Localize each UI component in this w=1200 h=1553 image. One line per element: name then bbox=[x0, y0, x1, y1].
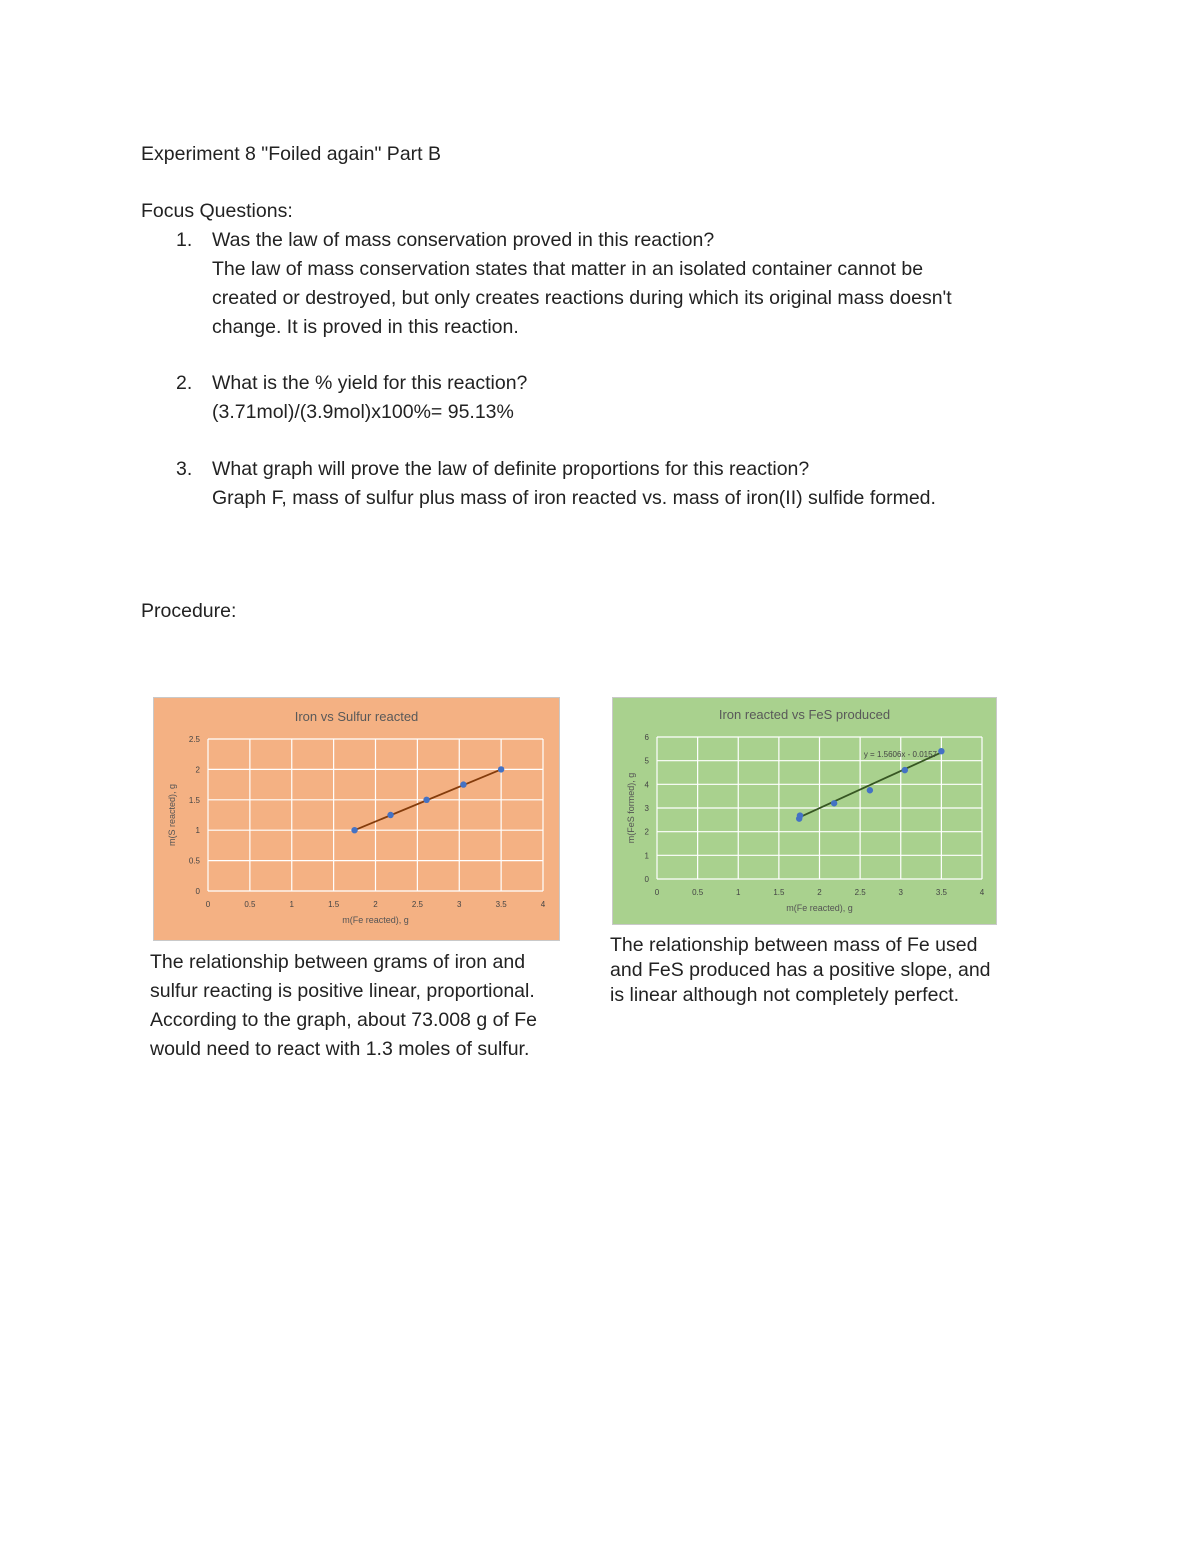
y-tick-label: 1 bbox=[644, 851, 649, 861]
caption-right-line: is linear although not completely perfect. bbox=[610, 984, 960, 1006]
question-number: 1. bbox=[176, 229, 193, 251]
data-point bbox=[902, 767, 908, 773]
data-point bbox=[867, 787, 873, 793]
x-tick-label: 1 bbox=[736, 888, 741, 897]
caption-left-line: would need to react with 1.3 moles of sulfur. bbox=[150, 1038, 530, 1060]
answer-line: The law of mass conservation states that matter in an isolated container cannot be bbox=[212, 258, 924, 280]
y-tick-label: 2 bbox=[195, 765, 200, 775]
data-point bbox=[498, 766, 504, 772]
question-text: Was the law of mass conservation proved in this reaction? bbox=[212, 229, 715, 251]
x-tick-label: 2 bbox=[817, 888, 822, 897]
x-tick-label: 0 bbox=[205, 900, 211, 909]
chart-svg bbox=[153, 697, 560, 941]
chart-iron-vs-fes bbox=[612, 697, 997, 925]
focus-questions-heading: Focus Questions: bbox=[141, 200, 293, 222]
x-tick-label: 1.5 bbox=[773, 888, 785, 897]
x-tick-label: 2.5 bbox=[854, 888, 866, 897]
x-tick-label: 3 bbox=[898, 888, 903, 897]
data-point bbox=[797, 812, 803, 818]
caption-right-line: The relationship between mass of Fe used bbox=[610, 934, 978, 956]
x-tick-label: 1.5 bbox=[328, 900, 340, 909]
y-tick-label: 0 bbox=[195, 887, 200, 896]
procedure-heading: Procedure: bbox=[141, 600, 237, 622]
x-tick-label: 2 bbox=[373, 900, 378, 909]
caption-left-line: According to the graph, about 73.008 g of Fe bbox=[150, 1009, 538, 1031]
data-point bbox=[351, 827, 357, 833]
y-tick-label: 6 bbox=[644, 733, 649, 742]
answer-line: change. It is proved in this reaction. bbox=[212, 316, 519, 338]
answer-line: Graph F, mass of sulfur plus mass of iron reacted vs. mass of iron(II) sulfide formed. bbox=[212, 487, 936, 509]
question-text: What graph will prove the law of definite proportions for this reaction? bbox=[212, 458, 810, 480]
y-tick-label: 5 bbox=[644, 756, 649, 766]
x-tick-label: 0.5 bbox=[692, 888, 704, 897]
y-tick-label: 3 bbox=[644, 804, 649, 813]
question-text: What is the % yield for this reaction? bbox=[212, 372, 528, 394]
y-tick-label: 1 bbox=[195, 826, 200, 836]
x-tick-label: 3 bbox=[457, 900, 462, 909]
document-title: Experiment 8 "Foiled again" Part B bbox=[141, 143, 441, 165]
x-tick-label: 3.5 bbox=[495, 900, 507, 909]
y-tick-label: 0 bbox=[644, 875, 649, 884]
x-axis-label: m(Fe reacted), g bbox=[786, 903, 853, 913]
y-tick-label: 1.5 bbox=[188, 795, 200, 805]
y-tick-label: 0.5 bbox=[188, 856, 200, 866]
data-point bbox=[387, 812, 393, 818]
x-axis-label: m(Fe reacted), g bbox=[342, 915, 409, 925]
data-point bbox=[460, 781, 466, 787]
question-number: 2. bbox=[176, 372, 193, 394]
question-number: 3. bbox=[176, 458, 193, 480]
y-tick-label: 2 bbox=[644, 827, 649, 837]
x-tick-label: 0.5 bbox=[244, 900, 256, 909]
y-tick-label: 2.5 bbox=[188, 735, 200, 744]
data-point bbox=[423, 797, 429, 803]
x-tick-label: 4 bbox=[979, 888, 985, 897]
chart-svg bbox=[612, 697, 997, 925]
caption-left-line: sulfur reacting is positive linear, proportional. bbox=[150, 980, 535, 1002]
y-axis-label: m(FeS formed), g bbox=[626, 772, 636, 844]
caption-left-line: The relationship between grams of iron and bbox=[150, 951, 526, 973]
caption-right-line: and FeS produced has a positive slope, and bbox=[610, 959, 991, 981]
chart-title: Iron vs Sulfur reacted bbox=[294, 709, 419, 724]
x-tick-label: 1 bbox=[289, 900, 294, 909]
x-tick-label: 3.5 bbox=[935, 888, 947, 897]
y-tick-label: 4 bbox=[644, 780, 649, 790]
x-tick-label: 4 bbox=[540, 900, 546, 909]
chart-title: Iron reacted vs FeS produced bbox=[718, 707, 891, 722]
y-axis-label: m(S reacted), g bbox=[167, 783, 177, 847]
x-tick-label: 2.5 bbox=[411, 900, 423, 909]
chart-iron-vs-sulfur bbox=[153, 697, 560, 941]
data-point bbox=[831, 800, 837, 806]
answer-line: (3.71mol)/(3.9mol)x100%= 95.13% bbox=[212, 401, 514, 423]
data-point bbox=[938, 748, 944, 754]
trendline-equation: y = 1.5606x - 0.0157 bbox=[863, 750, 937, 759]
x-tick-label: 0 bbox=[654, 888, 660, 897]
answer-line: created or destroyed, but only creates reactions during which its original mass doesn't bbox=[212, 287, 952, 309]
